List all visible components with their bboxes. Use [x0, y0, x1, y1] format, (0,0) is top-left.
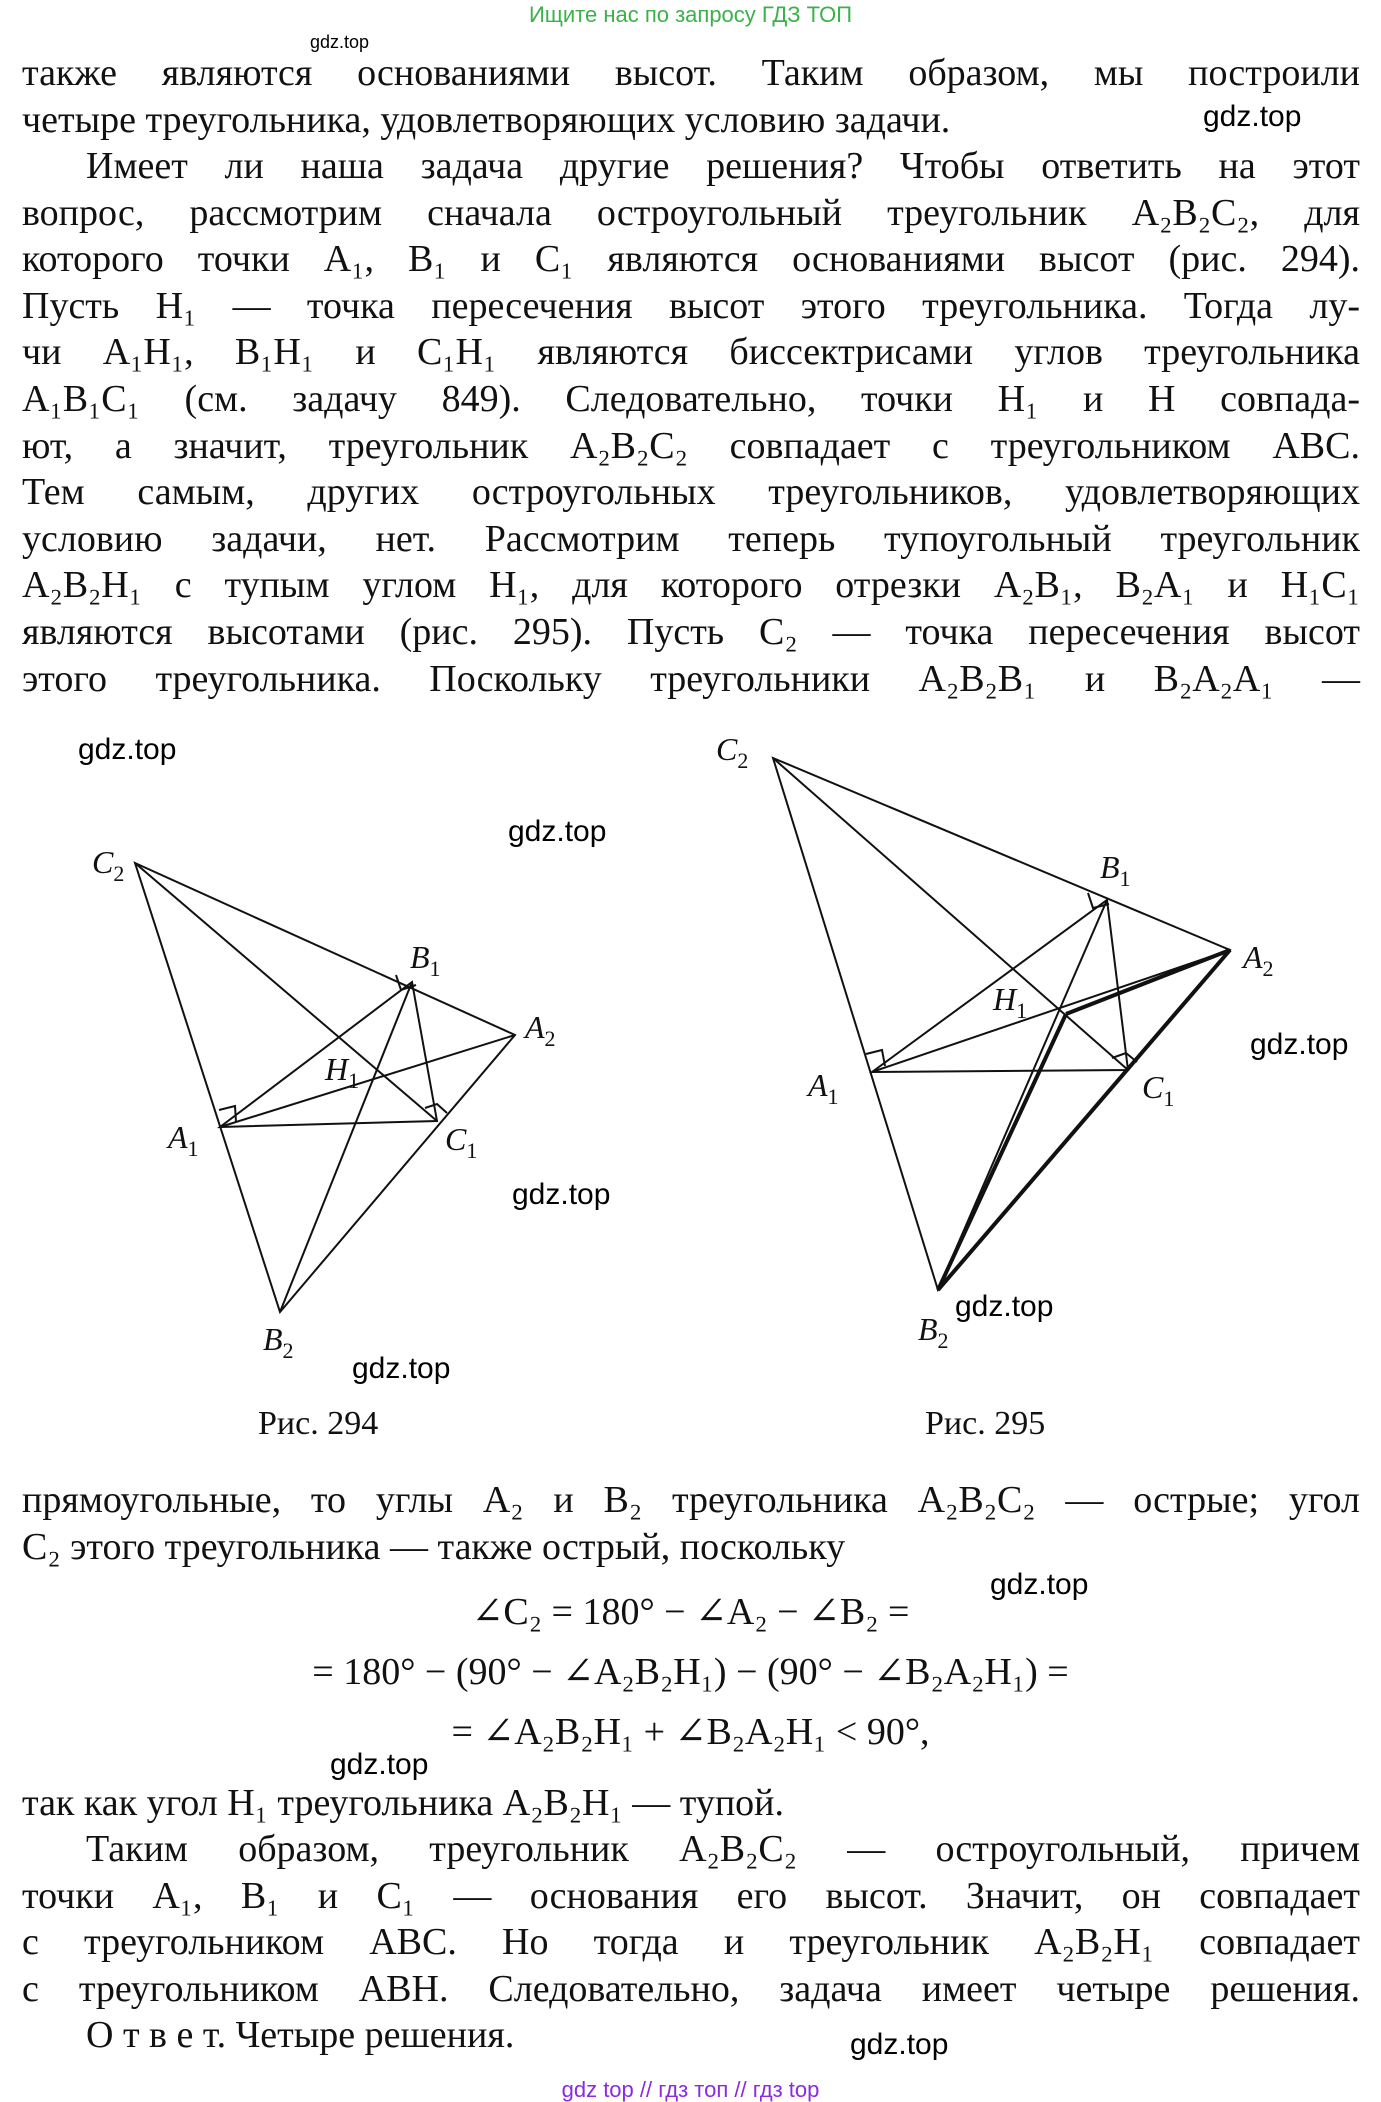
watermark: gdz.top	[850, 2028, 949, 2061]
text-line: Таким образом, треугольник A₂B₂C₂ — остроугольный, причем	[86, 1828, 1360, 1870]
paragraph-1	[22, 50, 1360, 143]
label-h1: $H_1$	[325, 1051, 360, 1093]
text-line: О т в е т. Четыре решения.	[86, 2014, 515, 2056]
text-line: вопрос, рассмотрим сначала остроугольный треугольник A₂B₂C₂, для	[22, 191, 1360, 234]
text-line: точки A₁, B₁ и C₁ — основания его высот. Значит, он совпадает	[22, 1874, 1360, 1917]
label-a2: $A_2$	[525, 1009, 556, 1051]
text-line: четыре треугольника, удовлетворяющих условию задачи.	[22, 98, 951, 141]
label-c1: $C_1$	[1142, 1069, 1175, 1111]
text-line: являются высотами (рис. 295). Пусть C₂ — точка пересечения высот	[22, 610, 1360, 653]
text-line: A₂B₂H₁ с тупым углом H₁, для которого отрезки A₂B₁, B₂A₁ и H₁C₁	[22, 564, 1360, 607]
text-line: условию задачи, нет. Рассмотрим теперь тупоугольный треугольник	[22, 517, 1360, 560]
footer-links[interactable]: gdz top // гдз топ // гдз top	[561, 2077, 820, 2102]
paragraph-6	[22, 2012, 1360, 2059]
equation-line-1: ∠C₂ = 180° − ∠A₂ − ∠B₂ =	[471, 1591, 910, 1633]
figure-295	[700, 720, 1340, 1360]
figure-294	[80, 830, 640, 1363]
label-a1: $A_1$	[168, 1119, 199, 1161]
paragraph-3	[22, 1477, 1360, 1570]
watermark: gdz.top	[352, 1352, 451, 1385]
text-line: так как угол H₁ треугольника A₂B₂H₁ — тупой.	[22, 1782, 785, 1824]
label-b1: $B_1$	[410, 939, 441, 981]
label-c1: $C_1$	[445, 1121, 478, 1163]
label-c2: $C_2$	[716, 731, 749, 773]
text-line: Имеет ли наша задача другие решения? Чтобы ответить на этот	[86, 145, 1360, 187]
label-b2: $B_2$	[263, 1321, 294, 1363]
label-c2: $C_2$	[92, 844, 125, 886]
label-b1: $B_1$	[1100, 849, 1131, 891]
text-line: прямоугольные, то углы A₂ и B₂ треугольника A₂B₂C₂ — острые; угол	[22, 1479, 1360, 1521]
watermark: gdz.top	[78, 733, 177, 766]
text-line: с треугольником ABH. Следовательно, задача имеет четыре решения.	[22, 1967, 1360, 2010]
equation-line-3: = ∠A₂B₂H₁ + ∠B₂A₂H₁ < 90°,	[451, 1711, 930, 1753]
watermark: gdz.top	[1203, 100, 1302, 133]
paragraph-5	[22, 1826, 1360, 2012]
paragraph-4	[22, 1780, 1360, 1827]
label-b2: $B_2$	[918, 1311, 949, 1353]
text-line: A₁B₁C₁ (см. задачу 849). Следовательно, точки H₁ и H совпада-	[22, 377, 1360, 420]
figure-294-caption: Рис. 294	[258, 1405, 379, 1442]
watermark: gdz.top	[512, 1178, 611, 1211]
figure-295-caption: Рис. 295	[925, 1405, 1046, 1442]
watermark: gdz.top	[990, 1568, 1089, 1601]
text-line: C₂ этого треугольника — также острый, поскольку	[22, 1525, 846, 1568]
text-line: чи A₁H₁, B₁H₁ и C₁H₁ являются биссектрисами углов треугольника	[22, 331, 1360, 374]
watermark: gdz.top	[508, 815, 607, 848]
paragraph-2	[22, 143, 1360, 702]
text-line: Тем самым, других остроугольных треугольников, удовлетворяющих	[22, 471, 1360, 514]
text-line: Пусть H₁ — точка пересечения высот этого треугольника. Тогда лу-	[22, 284, 1360, 327]
label-a1: $A_1$	[808, 1067, 839, 1109]
text-line: ют, а значит, треугольник A₂B₂C₂ совпадает с треугольником ABC.	[22, 424, 1360, 467]
watermark: gdz.top	[330, 1748, 429, 1781]
equation-line-2: = 180° − (90° − ∠A₂B₂H₁) − (90° − ∠B₂A₂H₁) =	[312, 1651, 1069, 1693]
watermark: gdz.top	[1250, 1028, 1349, 1061]
text-line: с треугольником ABC. Но тогда и треугольник A₂B₂H₁ совпадает	[22, 1921, 1360, 1964]
text-line: также являются основаниями высот. Таким образом, мы построили	[22, 52, 1360, 94]
watermark: gdz.top	[955, 1290, 1054, 1323]
watermark: gdz.top	[310, 32, 370, 52]
label-a2: $A_2$	[1243, 939, 1274, 981]
text-line: этого треугольника. Поскольку треугольники A₂B₂B₁ и B₂A₂A₁ —	[22, 657, 1360, 700]
label-h1: $H_1$	[993, 981, 1028, 1023]
text-line: которого точки A₁, B₁ и C₁ являются основаниями высот (рис. 294).	[22, 238, 1360, 281]
header-banner: Ищите нас по запросу ГДЗ ТОП	[528, 2, 853, 27]
